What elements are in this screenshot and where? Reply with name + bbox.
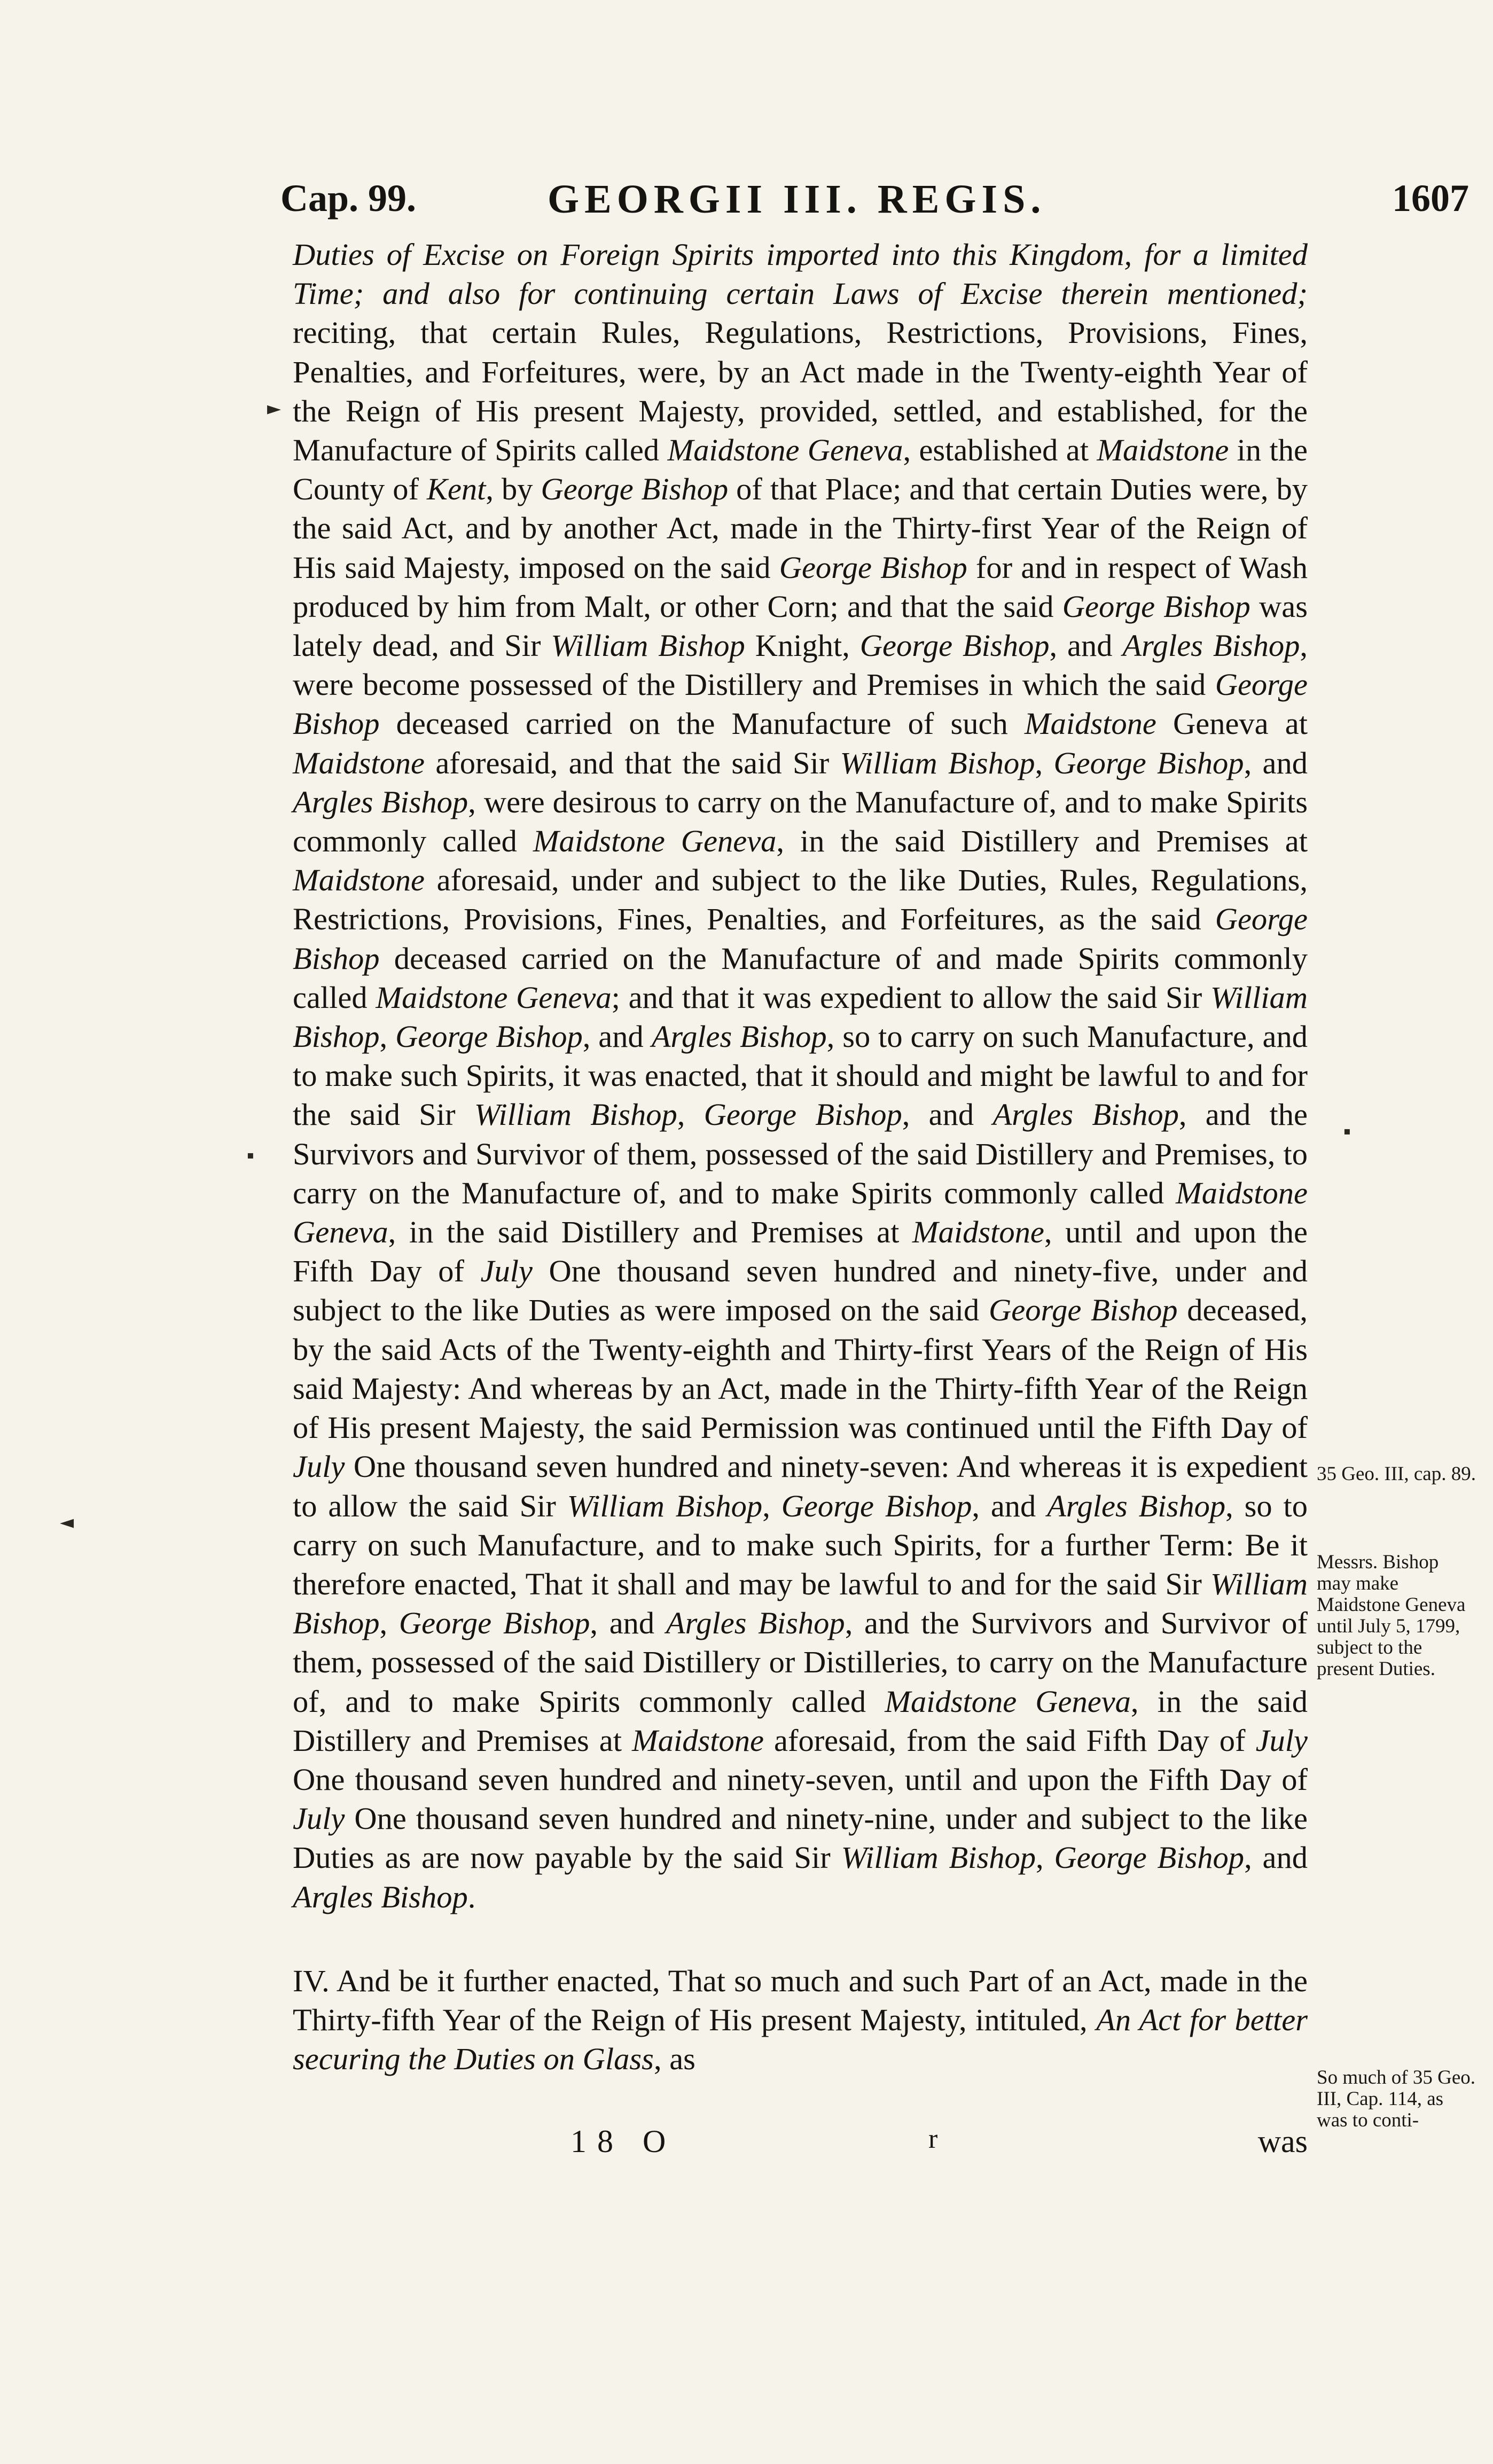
running-head — [280, 176, 1469, 224]
paragraph-recital — [293, 235, 1308, 1917]
italic-run: Maidstone — [1097, 433, 1229, 468]
text-run: , by — [486, 472, 541, 507]
text-run: , — [1035, 745, 1054, 780]
italic-run: William Bishop — [567, 1488, 763, 1523]
catchword: was — [1257, 2124, 1308, 2159]
text-run: aforesaid, from the said Fifth Day of — [763, 1723, 1256, 1758]
marginal-dot-mark-right: ▪ — [1343, 1124, 1351, 1137]
italic-run: George Bishop — [1062, 589, 1250, 624]
chapter-number: Cap. 99. — [280, 177, 417, 220]
italic-run: George Bishop — [989, 1293, 1178, 1328]
italic-run: George Bishop — [541, 472, 729, 507]
text-run: , and — [582, 1019, 652, 1054]
text-run: , and — [590, 1606, 666, 1641]
italic-run: Maidstone Geneva — [667, 433, 903, 468]
text-run: , were become possessed of the Distillery and Premises in which the said — [293, 628, 1308, 702]
italic-run: George Bishop — [779, 550, 967, 585]
italic-run: William Bishop — [293, 1566, 1308, 1641]
italic-run: Argles Bishop — [293, 1879, 468, 1914]
text-run: , in the said Distillery and Premises at — [776, 824, 1308, 859]
italic-run: July — [480, 1254, 533, 1289]
italic-run: July — [293, 1801, 345, 1836]
text-run: , — [677, 1097, 704, 1132]
italic-run: Maidstone — [293, 863, 425, 898]
italic-run: July — [293, 1449, 345, 1484]
marginal-bullet-mark: ► — [267, 398, 282, 419]
text-run: deceased, by the said Acts of the Twenty-eighth and Thirty-first Years of the Reign of His said Majesty: And whereas by an Act, made in the Thirty-fifth Year of the Reign of His present Majesty, the said Permission was continued until the Fifth Day of — [293, 1293, 1308, 1445]
italic-run: George Bishop — [398, 1606, 590, 1641]
italic-run: Maidstone Geneva — [533, 824, 777, 859]
text-run: One thousand seven hundred and ninety-seven: And whereas it is expedient to allow the said Sir — [293, 1449, 1308, 1523]
marginal-dot-mark: ▪ — [247, 1148, 254, 1161]
italic-run: July — [1255, 1723, 1308, 1758]
italic-run: George Bishop — [859, 628, 1050, 663]
italic-run: Argles Bishop — [1122, 628, 1300, 663]
italic-run: Maidstone — [632, 1723, 764, 1758]
italic-run: Argles Bishop — [992, 1097, 1179, 1132]
italic-run: Argles Bishop — [1047, 1488, 1226, 1523]
text-run: reciting, that certain Rules, Regulations, Restrictions, Provisions, Fines, Penalties, and Forfeitures, were, by an Act made in the Twenty-eighth Year of the Reign of His present Majesty, provided, settled, and established, for the Manufacture of Spirits called — [293, 315, 1308, 468]
italic-run: William Bishop — [841, 1840, 1036, 1875]
text-run: , were desirous to carry on the Manufacture of, and to make Spirits commonly called — [293, 784, 1308, 859]
italic-run: William Bishop — [840, 745, 1035, 780]
italic-run: George Bishop — [1053, 745, 1244, 780]
margin-note-so-much: So much of 35 Geo. III, Cap. 114, as was to conti- — [1317, 2067, 1475, 2131]
text-run: deceased carried on the Manufacture of such — [379, 706, 1025, 741]
text-run: , — [379, 1019, 396, 1054]
italic-run: George Bishop — [293, 667, 1308, 741]
text-run: , as — [653, 2041, 695, 2077]
italic-run: Argles Bishop — [293, 784, 468, 819]
text-run: IV. And be it further enacted, That so much and such Part of an Act, made in the Thirty-fifth Year of the Reign of His present Majesty, intituled, — [293, 1963, 1308, 2037]
text-run: , — [1035, 1840, 1054, 1875]
text-run: , — [762, 1488, 781, 1523]
text-run: , in the said Distillery and Premises at — [293, 1684, 1308, 1758]
italic-run: George Bishop — [293, 902, 1308, 976]
text-run: One thousand seven hundred and ninety-seven, until and upon the Fifth Day of — [293, 1762, 1308, 1797]
italic-run: Argles Bishop — [651, 1019, 827, 1054]
margin-note-statute-ref: 35 Geo. III, cap. 89. — [1317, 1463, 1476, 1485]
margin-note-bishop-permission: Messrs. Bishop may make Maidstone Geneva until July 5, 1799, subject to the present Duties. — [1317, 1551, 1466, 1680]
page-number: 1607 — [1392, 177, 1469, 220]
page-footer — [293, 2123, 1308, 2166]
italic-run: George Bishop — [703, 1097, 902, 1132]
text-run: aforesaid, under and subject to the like Duties, Rules, Regulations, Restrictions, Provisions, Fines, Penalties, and Forfeitures, as the said — [293, 863, 1308, 937]
signature-mark: 18 O — [570, 2124, 677, 2159]
italic-run: George Bishop — [781, 1488, 972, 1523]
italic-run: An Act for better securing the Duties on Glass — [293, 2002, 1308, 2077]
italic-run: William Bishop — [551, 628, 745, 663]
text-run: , and — [1244, 745, 1308, 780]
text-run: of that Place; and that certain Duties were, by the said Act, and by another Act, made in the Thirty-first Year of the Reign of His said Majesty, imposed on the said — [293, 472, 1308, 585]
text-run: , so to carry on such Manufacture, and to make such Spirits, for a further Term: Be it therefore enacted, That it shall and may be lawful to and for the said Sir — [293, 1488, 1308, 1601]
text-run: , and — [972, 1488, 1048, 1523]
text-run: ; and that it was expedient to allow the said Sir — [611, 980, 1210, 1015]
text-run: was lately dead, and Sir — [293, 589, 1308, 663]
running-title: GEORGII III. REGIS. — [548, 177, 1046, 222]
text-run: , and — [902, 1097, 993, 1132]
italic-run: Duties of Excise on Foreign Spirits imported into this Kingdom, for a limited Time; and also for continuing certain Laws of Excise therein mentioned; — [293, 237, 1308, 311]
italic-run: George Bishop — [395, 1019, 583, 1054]
italic-run: Maidstone Geneva — [293, 1175, 1308, 1250]
italic-run: Maidstone — [912, 1215, 1044, 1250]
italic-run: Maidstone — [1024, 706, 1156, 741]
text-run: One thousand seven hundred and ninety-five, under and subject to the like Duties as were imposed on the said — [293, 1254, 1308, 1328]
text-run: deceased carried on the Manufacture of and made Spirits commonly called — [293, 941, 1308, 1015]
text-run: , and the Survivors and Survivor of them, possessed of the said Distillery and Premises, to carry on the Manufacture of, and to make Spirits commonly called — [293, 1097, 1308, 1210]
text-run: , until and upon the Fifth Day of — [293, 1215, 1308, 1289]
text-run: , and the Survivors and Survivor of them, possessed of the said Distillery or Distilleries, to carry on the Manufacture of, and to make Spirits commonly called — [293, 1606, 1308, 1719]
italic-run: Argles Bishop — [666, 1606, 845, 1641]
text-run: aforesaid, and that the said Sir — [424, 745, 840, 780]
text-run: , established at — [903, 433, 1097, 468]
text-run: for and in respect of Wash produced by him from Malt, or other Corn; and that the said — [293, 550, 1308, 624]
text-run: , so to carry on such Manufacture, and to make such Spirits, it was enacted, that it should and might be lawful to and for the said Sir — [293, 1019, 1308, 1132]
marginal-arrow-mark: ◄ — [60, 1512, 74, 1533]
text-run: . — [467, 1879, 476, 1914]
italic-run: George Bishop — [1054, 1840, 1245, 1875]
text-run: in the County of — [293, 433, 1308, 507]
italic-run: Kent — [426, 472, 486, 507]
text-run: , and — [1244, 1840, 1308, 1875]
signature-letter: r — [928, 2124, 938, 2154]
text-run: Knight, — [745, 628, 860, 663]
italic-run: Maidstone Geneva — [376, 980, 612, 1015]
text-run: , — [379, 1606, 399, 1641]
paragraph-gap — [293, 1917, 1308, 1961]
italic-run: Maidstone — [293, 745, 425, 780]
text-run: , in the said Distillery and Premises at — [388, 1215, 912, 1250]
main-text — [293, 235, 1308, 2078]
italic-run: William Bishop — [293, 980, 1308, 1054]
text-run: , and — [1049, 628, 1123, 663]
italic-run: Maidstone Geneva — [885, 1684, 1131, 1719]
italic-run: William Bishop — [474, 1097, 677, 1132]
paragraph-section-iv — [293, 1961, 1308, 2079]
text-run: One thousand seven hundred and ninety-nine, under and subject to the like Duties as are now payable by the said Sir — [293, 1801, 1308, 1875]
text-run: Geneva at — [1156, 706, 1308, 741]
